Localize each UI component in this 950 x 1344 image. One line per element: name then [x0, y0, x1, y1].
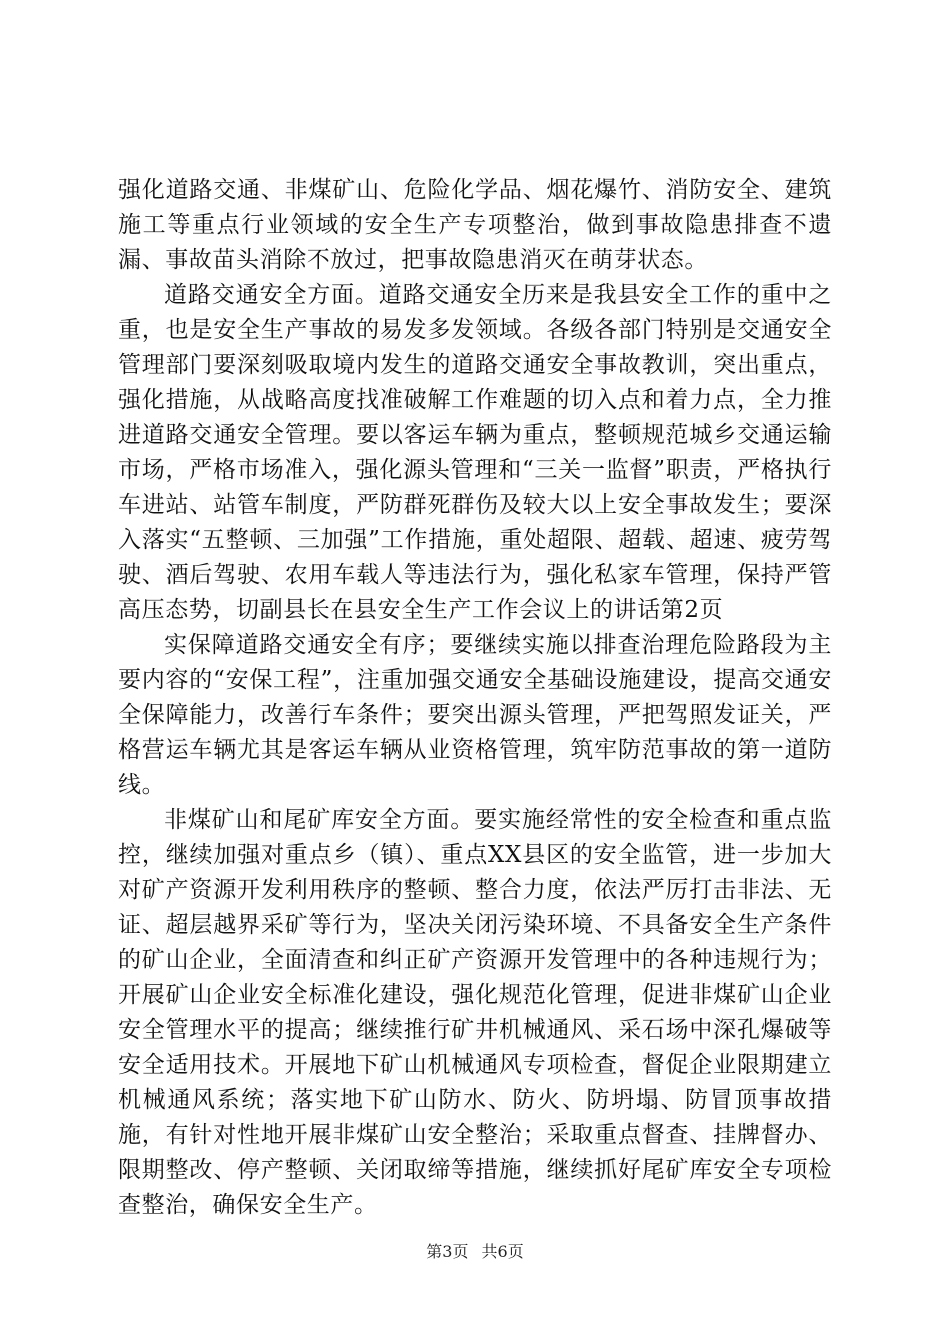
page-number-total: 共6页 — [481, 1242, 524, 1261]
paragraph-continuation: 强化道路交通、非煤矿山、危险化学品、烟花爆竹、消防安全、建筑施工等重点行业领域的安全生产专项整治，做到事故隐患排查不遗漏、事故苗头消除不放过，把事故隐患消灭在萌芽状态。 — [118, 177, 832, 273]
page-number-current: 第3页 — [426, 1242, 469, 1261]
document-body — [118, 173, 832, 1223]
paragraph-non-coal-mines: 非煤矿山和尾矿库安全方面。要实施经常性的安全检查和重点监控，继续加强对重点乡（镇）、重点XX县区的安全监管，进一步加大对矿产资源开发利用秩序的整顿、整合力度，依法严厉打击非法、无证、超层越界采矿等行为，坚决关闭污染环境、不具备安全生产条件的矿山企业，全面清查和纠正矿产资源开发管理中的各种违规行为；开展矿山企业安全标准化建设，强化规范化管理，促进非煤矿山企业安全管理水平的提高；继续推行矿井机械通风、采石场中深孔爆破等安全适用技术。开展地下矿山机械通风专项检查，督促企业限期建立机械通风系统；落实地下矿山防水、防火、防坍塌、防冒顶事故措施，有针对性地开展非煤矿山安全整治；采取重点督查、挂牌督办、限期整改、停产整顿、关闭取缔等措施，继续抓好尾矿库安全专项检查整治，确保安全生产。 — [118, 807, 832, 1218]
paragraph-road-traffic-continued: 实保障道路交通安全有序；要继续实施以排查治理危险路段为主要内容的“安保工程”，注重加强交通安全基础设施建设，提高交通安全保障能力，改善行车条件；要突出源头管理，严把驾照发证关，严格营运车辆尤其是客运车辆从业资格管理，筑牢防范事故的第一道防线。 — [118, 632, 832, 798]
page-footer — [0, 1242, 950, 1262]
paragraph-road-traffic: 道路交通安全方面。道路交通安全历来是我县安全工作的重中之重，也是安全生产事故的易发多发领域。各级各部门特别是交通安全管理部门要深刻吸取境内发生的道路交通安全事故教训，突出重点，强化措施，从战略高度找准破解工作难题的切入点和着力点，全力推进道路交通安全管理。要以客运车辆为重点，整顿规范城乡交通运输市场，严格市场准入，强化源头管理和“三关一监督”职责，严格执行车进站、站管车制度，严防群死群伤及较大以上安全事故发生；要深入落实“五整顿、三加强”工作措施，重处超限、超载、超速、疲劳驾驶、酒后驾驶、农用车载人等违法行为，强化私家车管理，保持严管高压态势，切副县长在县安全生产工作会议上的讲话第2页 — [118, 282, 832, 623]
